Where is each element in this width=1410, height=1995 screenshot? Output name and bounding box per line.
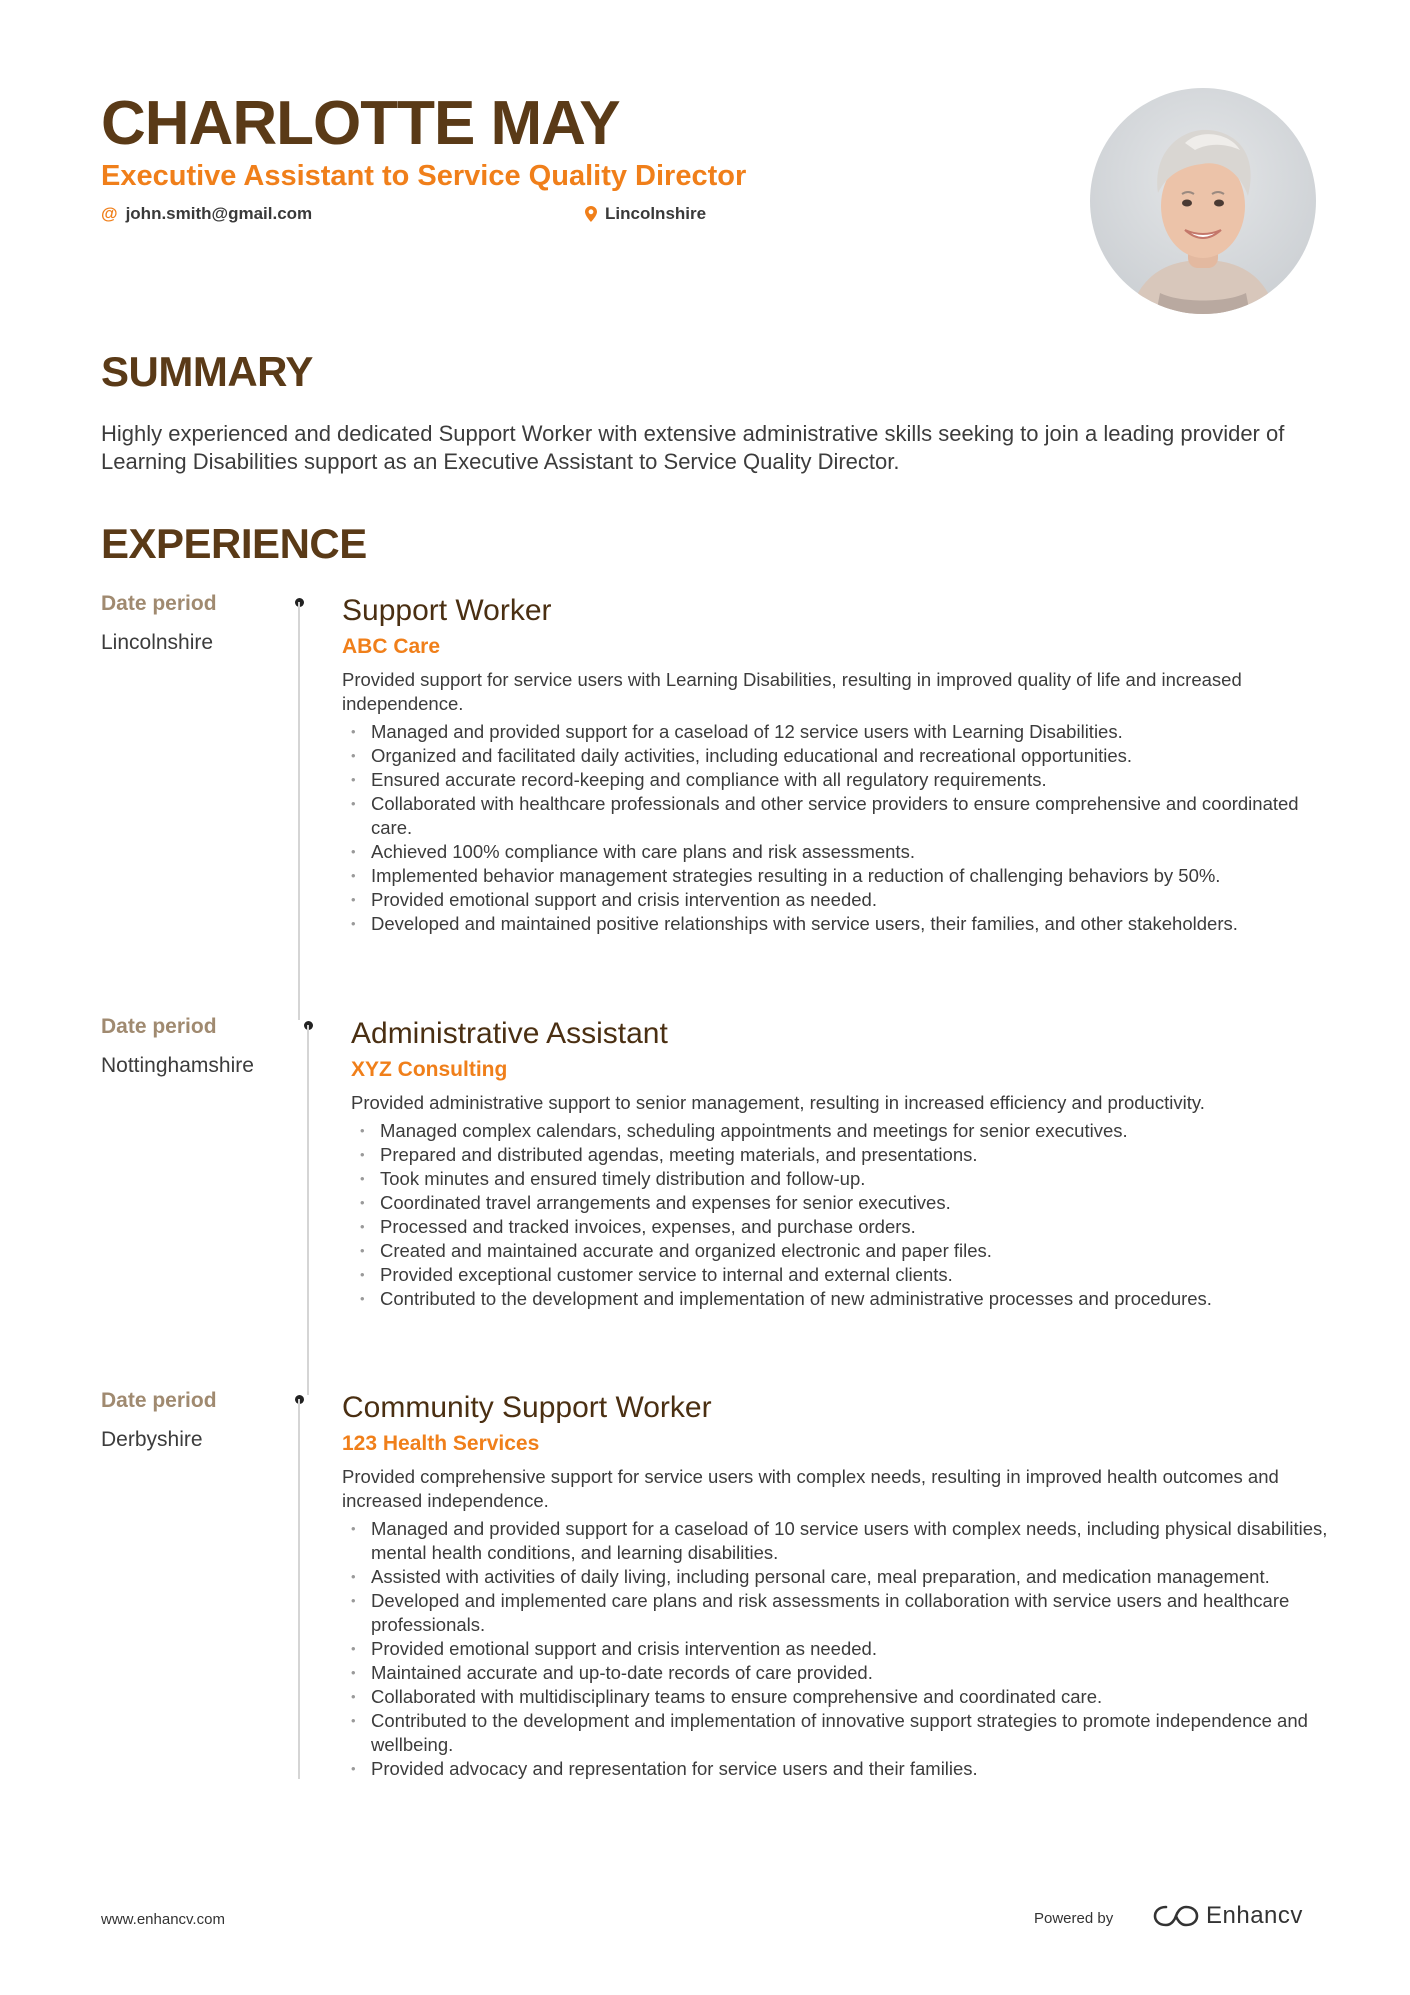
timeline-line — [307, 1025, 309, 1395]
email-text: john.smith@gmail.com — [125, 204, 313, 223]
list-item: • Collaborated with healthcare professionals and other service providers to ensure comprehensive and coordinated care. — [342, 792, 1342, 840]
list-item: • Organized and facilitated daily activities, including educational and recreational opportunities. — [342, 744, 1342, 768]
experience-date: Date period — [101, 1389, 217, 1412]
contact-email[interactable] — [101, 204, 312, 224]
experience-location: Derbyshire — [101, 1428, 203, 1451]
achievement-list — [342, 1517, 1342, 1781]
list-item: • Contributed to the development and implementation of innovative support strategies to promote independence and wellbeing. — [342, 1709, 1342, 1757]
experience-location: Lincolnshire — [101, 631, 214, 654]
profile-photo — [1090, 88, 1316, 314]
candidate-role: Executive Assistant to Service Quality Director — [101, 160, 747, 192]
company-name: ABC Care — [342, 635, 441, 658]
list-item: • Took minutes and ensured timely distribution and follow-up. — [351, 1167, 1351, 1191]
brand-name: Enhancv — [1206, 1902, 1303, 1929]
job-title: Administrative Assistant — [351, 1017, 668, 1050]
list-item: • Managed complex calendars, scheduling appointments and meetings for senior executives. — [351, 1119, 1351, 1143]
experience-date: Date period — [101, 1015, 217, 1038]
summary-text: Highly experienced and dedicated Support Worker with extensive administrative skills seeking to join a leading provider of Learning Disabilities support as an Executive Assistant to Service Quality Director. — [101, 421, 1285, 474]
timeline-line — [298, 1399, 300, 1779]
list-item: • Contributed to the development and implementation of new administrative processes and procedures. — [351, 1287, 1351, 1311]
list-item: • Prepared and distributed agendas, meeting materials, and presentations. — [351, 1143, 1351, 1167]
achievement-list — [351, 1119, 1351, 1311]
experience-body — [342, 592, 1342, 936]
list-item: • Provided exceptional customer service to internal and external clients. — [351, 1263, 1351, 1287]
experience-location: Nottinghamshire — [101, 1054, 254, 1077]
company-name: XYZ Consulting — [351, 1058, 508, 1081]
map-pin-icon — [585, 206, 597, 222]
contact-location — [585, 204, 706, 224]
list-item: • Processed and tracked invoices, expenses, and purchase orders. — [351, 1215, 1351, 1239]
list-item: • Maintained accurate and up-to-date records of care provided. — [342, 1661, 1342, 1685]
experience-body — [351, 1015, 1351, 1311]
job-description: Provided administrative support to senior management, resulting in increased efficiency and productivity. — [351, 1092, 1205, 1113]
enhancv-logo-icon — [1152, 1903, 1200, 1929]
list-item: • Coordinated travel arrangements and expenses for senior executives. — [351, 1191, 1351, 1215]
list-item: • Ensured accurate record-keeping and compliance with all regulatory requirements. — [342, 768, 1342, 792]
list-item: • Provided emotional support and crisis intervention as needed. — [342, 1637, 1342, 1661]
at-icon: @ — [101, 204, 118, 223]
brand-logo[interactable] — [1152, 1902, 1303, 1930]
experience-date: Date period — [101, 592, 217, 615]
achievement-list — [342, 720, 1342, 936]
list-item: • Collaborated with multidisciplinary teams to ensure comprehensive and coordinated care. — [342, 1685, 1342, 1709]
timeline-line — [298, 602, 300, 1020]
list-item: • Managed and provided support for a caseload of 12 service users with Learning Disabilities. — [342, 720, 1342, 744]
experience-body — [342, 1389, 1342, 1781]
list-item: • Developed and implemented care plans and risk assessments in collaboration with service users and healthcare professionals. — [342, 1589, 1342, 1637]
company-name: 123 Health Services — [342, 1432, 540, 1455]
list-item: • Achieved 100% compliance with care plans and risk assessments. — [342, 840, 1342, 864]
job-title: Support Worker — [342, 594, 552, 627]
list-item: • Created and maintained accurate and organized electronic and paper files. — [351, 1239, 1351, 1263]
list-item: • Provided advocacy and representation for service users and their families. — [342, 1757, 1342, 1781]
summary-heading: SUMMARY — [101, 348, 313, 395]
location-text: Lincolnshire — [605, 204, 707, 223]
list-item: • Assisted with activities of daily living, including personal care, meal preparation, and medication management. — [342, 1565, 1342, 1589]
list-item: • Developed and maintained positive relationships with service users, their families, and other stakeholders. — [342, 912, 1342, 936]
job-title: Community Support Worker — [342, 1391, 712, 1424]
list-item: • Implemented behavior management strategies resulting in a reduction of challenging behaviors by 50%. — [342, 864, 1342, 888]
powered-by-label: Powered by — [1034, 1910, 1114, 1927]
list-item: • Provided emotional support and crisis intervention as needed. — [342, 888, 1342, 912]
job-description: Provided comprehensive support for service users with complex needs, resulting in improved health outcomes and increased independence. — [342, 1466, 1279, 1511]
list-item: • Managed and provided support for a caseload of 10 service users with complex needs, including physical disabilities, mental health conditions, and learning disabilities. — [342, 1517, 1342, 1565]
job-description: Provided support for service users with Learning Disabilities, resulting in improved quality of life and increased independence. — [342, 669, 1242, 714]
footer-website-link[interactable]: www.enhancv.com — [101, 1911, 225, 1928]
experience-heading: EXPERIENCE — [101, 520, 367, 567]
candidate-name: CHARLOTTE MAY — [101, 89, 620, 158]
